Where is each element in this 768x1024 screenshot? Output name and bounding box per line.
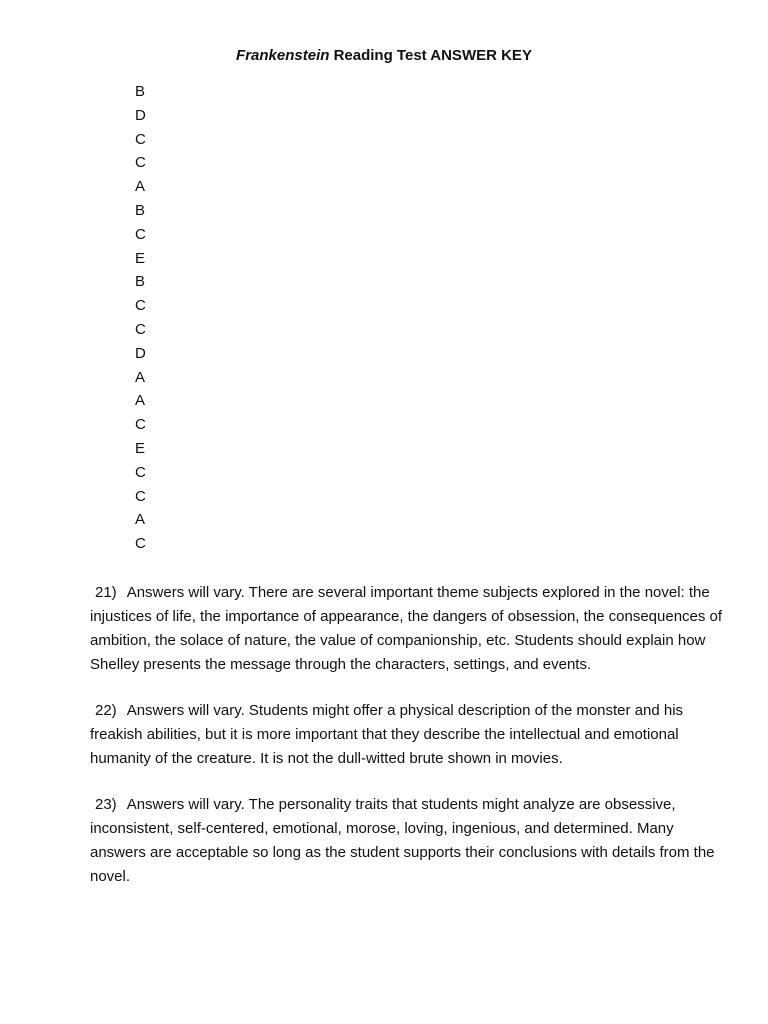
essay-text: Answers will vary. There are several important theme subjects explored in the novel: the injustices of life, the importance of appearance, the dangers of obsession, the consequences of ambition, the solace of nature, the value of companionship, etc. Students should explain how Shelley presents the message through the characters, settings, and events. [90,584,723,673]
answer-row [0,342,300,366]
essay-answer [90,581,730,677]
answer-letter: E [135,439,146,457]
essay-text: Answers will vary. The personality traits that students might analyze are obsessive, inconsistent, self-centered, emotional, morose, loving, ingenious, and determined. Many answers are acceptable so long as the student supports their conclusions with details from the novel. [90,796,715,885]
answer-list [0,80,300,556]
answer-letter: E [135,249,146,267]
essay-answers [90,581,730,911]
answer-letter: C [135,535,146,553]
answer-letter: D [135,344,146,362]
answer-row [0,247,300,271]
answer-row [0,128,300,152]
answer-row [0,294,300,318]
answer-letter: C [135,487,146,505]
answer-row [0,413,300,437]
answer-row [0,175,300,199]
answer-letter: A [135,368,146,386]
answer-letter: C [135,225,146,243]
answer-row [0,508,300,532]
answer-row [0,389,300,413]
essay-number: 22) [95,702,117,719]
answer-row [0,151,300,175]
essay-number: 21) [95,584,117,601]
answer-row [0,366,300,390]
answer-letter: A [135,178,146,196]
title-italic: Frankenstein [236,47,330,64]
answer-letter: A [135,511,146,529]
answer-row [0,318,300,342]
answer-row [0,80,300,104]
answer-row [0,437,300,461]
answer-letter: B [135,201,146,219]
title-rest: Reading Test ANSWER KEY [329,47,532,64]
answer-letter: B [135,273,146,291]
answer-letter: B [135,83,146,100]
answer-row [0,485,300,509]
answer-row [0,104,300,128]
answer-letter: D [135,106,146,124]
essay-answer [90,793,730,889]
answer-row [0,461,300,485]
answer-row [0,270,300,294]
answer-letter: A [135,392,146,410]
answer-letter: C [135,297,146,315]
answer-letter: C [135,320,146,338]
essay-number: 23) [95,796,117,813]
answer-letter: C [135,130,146,148]
essay-text: Answers will vary. Students might offer a physical description of the monster and his freakish abilities, but it is more important that they describe the intellectual and emotional humanity of the creature. It is not the dull-witted brute shown in movies. [90,702,684,767]
answer-letter: C [135,154,146,172]
answer-letter: C [135,416,146,434]
answer-row [0,532,300,556]
answer-letter: C [135,463,146,481]
answer-row [0,223,300,247]
answer-row [0,199,300,223]
essay-answer [90,699,730,771]
page-title [0,47,768,64]
